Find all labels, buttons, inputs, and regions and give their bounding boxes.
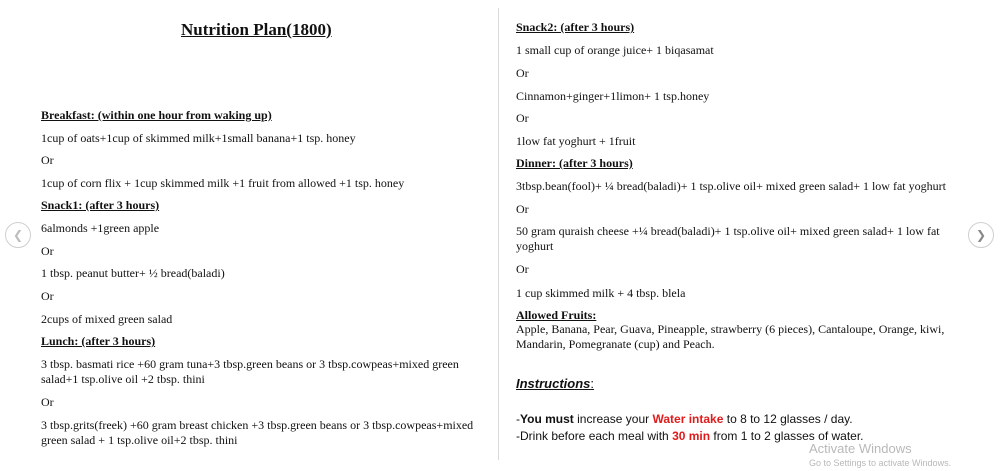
dinner-option-2: 50 gram quraish cheese +¼ bread(baladi)+ 1 tsp.olive oil+ mixed green salad+ 1 low fat yoghurt (516, 224, 940, 253)
next-page-button[interactable] (968, 222, 994, 248)
chevron-right-icon: ❯ (975, 228, 987, 242)
dinner-heading: Dinner: (after 3 hours) (516, 156, 633, 170)
instruction-text: to 8 to 12 glasses / day. (723, 412, 853, 426)
snack2-option-1: 1 small cup of orange juice+ 1 biqasamat (516, 43, 714, 57)
instructions-heading-text: Instructions (516, 376, 591, 391)
instruction-text: increase your (573, 412, 653, 426)
or-separator: Or (41, 395, 54, 409)
allowed-fruits-heading: Allowed Fruits: (516, 308, 597, 322)
previous-page-button[interactable] (5, 222, 31, 248)
snack1-option-1: 6almonds +1green apple (41, 221, 160, 235)
instruction-prefix: - (516, 412, 520, 426)
snack2-option-3: 1low fat yoghurt + 1fruit (516, 134, 636, 148)
or-separator: Or (516, 66, 529, 80)
lunch-heading: Lunch: (after 3 hours) (41, 334, 156, 348)
snack1-option-3: 2cups of mixed green salad (41, 312, 173, 326)
instructions-colon: : (590, 376, 595, 391)
or-separator: Or (516, 262, 529, 276)
allowed-fruits-list: Apple, Banana, Pear, Guava, Pineapple, strawberry (6 pieces), Cantaloupe, Orange, kiwi, Mandarin, Pomegranate (cup) and Peach. (516, 322, 945, 351)
instruction-highlight: 30 min (672, 429, 711, 443)
watermark-subtitle: Go to Settings to activate Windows. (809, 458, 952, 468)
breakfast-option-1: 1cup of oats+1cup of skimmed milk+1small banana+1 tsp. honey (41, 131, 356, 145)
or-separator: Or (41, 244, 54, 258)
dinner-option-3: 1 cup skimmed milk + 4 tbsp. blela (516, 286, 686, 300)
breakfast-option-2: 1cup of corn flix + 1cup skimmed milk +1 fruit from allowed +1 tsp. honey (41, 176, 405, 190)
snack1-heading: Snack1: (after 3 hours) (41, 198, 160, 212)
instructions-heading (516, 376, 594, 391)
watermark-title: Activate Windows (809, 441, 912, 456)
instruction-text: from 1 to 2 glasses of water. (710, 429, 864, 443)
dinner-option-1: 3tbsp.bean(fool)+ ¼ bread(baladi)+ 1 tsp.olive oil+ mixed green salad+ 1 low fat yoghurt (516, 179, 946, 193)
or-separator: Or (516, 202, 529, 216)
or-separator: Or (41, 289, 54, 303)
snack2-heading: Snack2: (after 3 hours) (516, 20, 635, 34)
column-divider (498, 8, 499, 460)
lunch-option-1: 3 tbsp. basmati rice +60 gram tuna+3 tbsp.green beans or 3 tbsp.cowpeas+mixed green salad+1 tsp.olive oil +2 tbsp. thini (41, 357, 459, 386)
instruction-water-intake (516, 412, 853, 427)
or-separator: Or (41, 153, 54, 167)
lunch-option-2: 3 tbsp.grits(freek) +60 gram breast chicken +3 tbsp.green beans or 3 tbsp.cowpeas+mixed green salad + 1 tsp.olive oil+2 tbsp. thini (41, 418, 474, 447)
snack2-option-2: Cinnamon+ginger+1limon+ 1 tsp.honey (516, 89, 710, 103)
breakfast-heading: Breakfast: (within one hour from waking up) (41, 108, 272, 122)
page-title: Nutrition Plan(1800) (181, 20, 332, 39)
instruction-text: -Drink before each meal with (516, 429, 673, 443)
chevron-left-icon: ❮ (12, 228, 24, 242)
instruction-emphasis: You must (520, 412, 574, 426)
activate-windows-watermark (809, 441, 951, 468)
instruction-highlight: Water intake (652, 412, 724, 426)
snack1-option-2: 1 tbsp. peanut butter+ ½ bread(baladi) (41, 266, 225, 280)
or-separator: Or (516, 111, 529, 125)
